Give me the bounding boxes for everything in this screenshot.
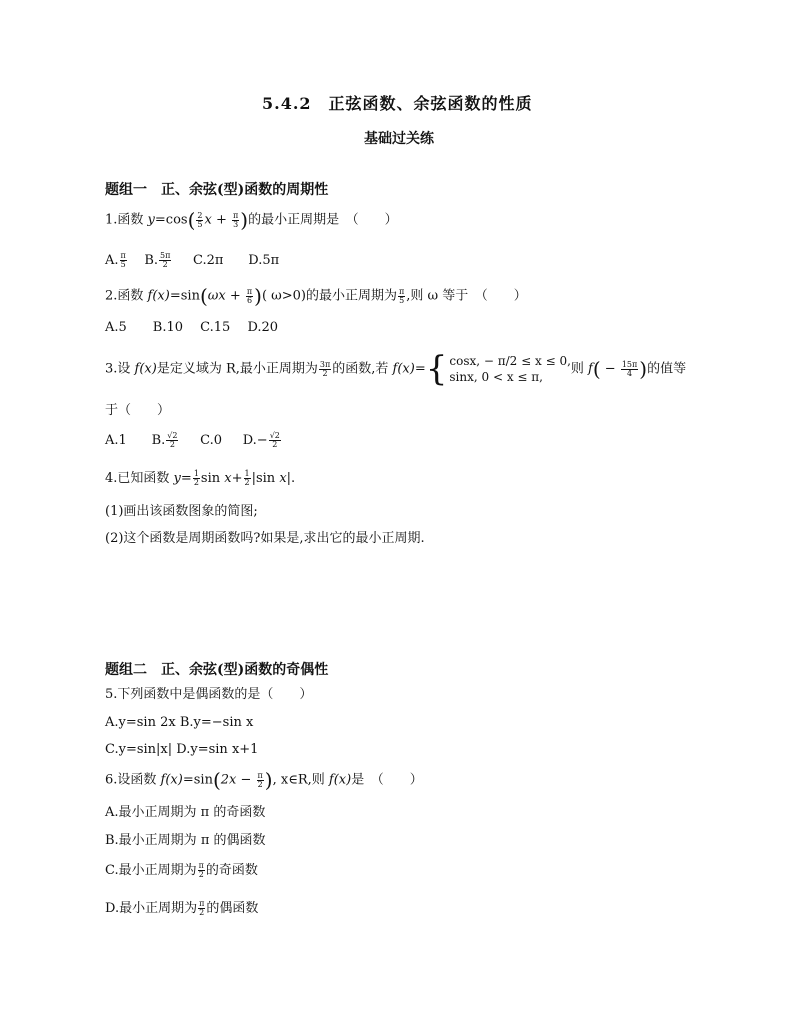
q6-option-d: D.最小正周期为 $\frac{\pi}{2}$ 的偶函数 [105,899,259,917]
q2-eq: =sin [169,288,200,304]
page-title: 5.4.2 正弦函数、余弦函数的性质 [262,94,533,113]
q3-fcall: f [588,361,593,377]
q2-options: A.5 B.10 C.15 D.20 [105,320,279,335]
left-paren: ( [212,768,221,792]
right-paren: ) [254,284,262,308]
q3-case1: cosx, − π/2 ≤ x ≤ 0, [449,353,571,368]
q3-fx2: f(x) [392,361,415,377]
q2-inner: ωx + [207,288,245,304]
q4-part1: sin [200,471,225,486]
q6-option-a: A.最小正周期为 π 的奇函数 [105,805,266,820]
q3-option-c: C.0 [200,433,223,448]
q1-eq: =cos [154,212,188,228]
q6-fx2: f(x) [328,772,352,788]
q3-neg: − [600,361,620,377]
question-1 [105,210,398,230]
q4-plus: + [231,471,243,486]
q3-piecewise: { cosx, − π/2 ≤ x ≤ 0, sinx, 0 < x ≤ π, [425,349,571,389]
q1-frac2: $\frac{\pi}{3}$ [233,210,239,229]
q1-suffix: 的最小正周期是 （ ） [248,212,398,228]
q6-suffix: 是 （ ） [351,772,423,788]
q4-x1: x [224,471,232,486]
question-5: 5.下列函数中是偶函数的是（ ） [105,687,313,702]
q3-options [105,432,282,449]
q3-prefix: 3.设 [105,361,135,377]
q3-tail: 的值等 [647,361,687,377]
q6-prefix: 6.设函数 [105,772,161,788]
q6-mid: , x∈R,则 [272,772,329,788]
q6-eq: =sin [182,772,213,788]
left-paren: ( [187,208,196,232]
q4-y: y [173,471,181,486]
q3-option-b: B. $\frac{√2}{2}$ [151,431,178,449]
q1-y: y [147,212,155,228]
q4-half2: $\frac{1}{2}$ [244,469,250,487]
q3-eq: = [414,361,426,377]
question-6 [105,770,423,790]
q6-frac: $\frac{\pi}{2}$ [257,770,263,789]
q6-inner: 2x − [220,772,256,788]
left-paren: ( [199,284,208,308]
q1-frac1: $\frac{2}{5}$ [197,210,203,229]
q1-option-d: D.5π [248,253,280,268]
q4-prefix: 4.已知函数 [105,471,174,486]
q2-prefix: 2.函数 [105,288,148,304]
question-4 [105,470,295,487]
q4-eq: = [180,471,192,486]
q3-period-frac: $\frac{3\pi}{2}$ [319,359,331,378]
q4-half1: $\frac{1}{2}$ [193,469,199,487]
q5-options-cd: C.y=sin|x| D.y=sin x+1 [105,742,259,757]
q3-then: 则 [570,361,589,377]
left-paren: ( [592,357,601,381]
right-paren: ) [240,208,249,232]
q6-option-b: B.最小正周期为 π 的偶函数 [105,833,266,848]
q3-fx: f(x) [134,361,157,377]
q1-prefix: 1.函数 [105,212,148,228]
question-3 [105,349,687,389]
q6-option-c: C.最小正周期为 $\frac{\pi}{2}$ 的奇函数 [105,861,258,879]
q6-fx: f(x) [160,772,183,788]
q3-mid: 是定义域为 R,最小正周期为 [156,361,318,377]
q3-option-d: D.− $\frac{√2}{2}$ [242,431,280,449]
q2-fx: f(x) [147,288,170,304]
q3-arg-frac: $\frac{15\pi}{4}$ [621,359,638,378]
section-heading-group2: 题组二 正、余弦(型)函数的奇偶性 [105,662,329,678]
q4-end: |. [286,471,296,486]
q2-period-frac: $\frac{\pi}{5}$ [398,286,405,305]
q1-options [105,252,279,269]
q3-mid2: 的函数,若 [332,361,393,377]
q4-sub2: (2)这个函数是周期函数吗?如果是,求出它的最小正周期. [105,531,425,546]
section-heading-group1: 题组一 正、余弦(型)函数的周期性 [105,182,329,198]
q1-option-c: C.2π [193,253,224,268]
q4-part2: |sin [251,471,280,486]
q2-frac: $\frac{\pi}{6}$ [246,286,253,305]
q4-sub1: (1)画出该函数图象的简图; [105,504,258,519]
question-2 [105,286,527,306]
q3-option-a: A.1 [105,433,127,448]
q2-suffix: ,则 ω 等于 （ ） [406,288,527,304]
q5-options-ab: A.y=sin 2x B.y=−sin x [105,715,254,730]
right-paren: ) [639,357,648,381]
q1-x: x [204,212,212,228]
q2-cond: ( ω>0)的最小正周期为 [261,288,397,304]
right-paren: ) [264,768,273,792]
q1-option-b: B. $\frac{5\pi}{2}$ [144,251,171,269]
q3-line2: 于（ ） [105,403,171,418]
q1-option-a: A. $\frac{\pi}{5}$ [105,251,126,269]
q1-plus: + [211,212,231,228]
q4-x2: x [279,471,287,486]
page-subtitle: 基础过关练 [364,131,434,147]
q3-case2: sinx, 0 < x ≤ π, [449,370,543,384]
